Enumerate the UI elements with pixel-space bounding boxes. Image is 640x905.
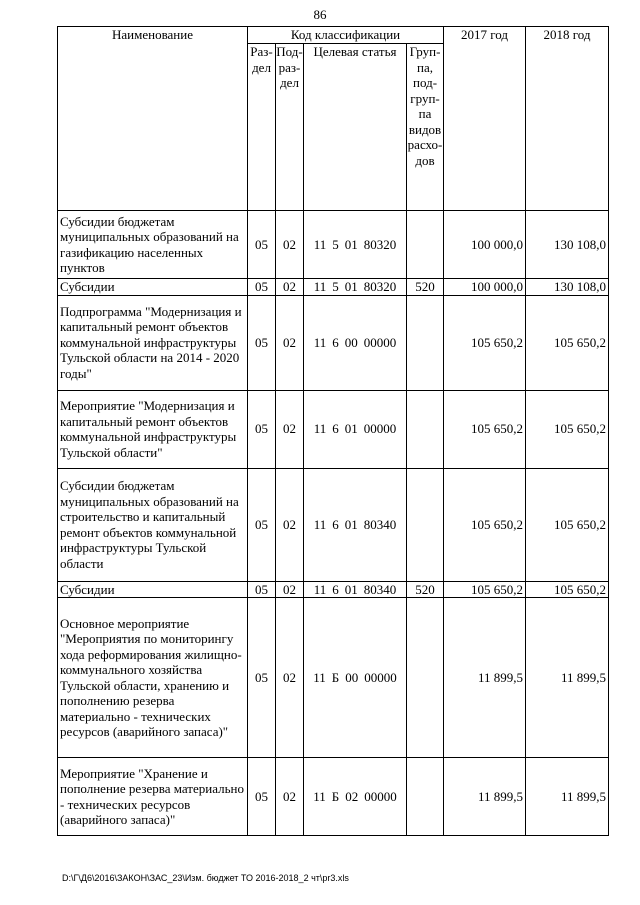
row-group	[407, 390, 444, 468]
header-2017: 2017 год	[444, 27, 526, 211]
target-part-3: 01	[344, 581, 358, 597]
row-2017-value: 11 899,5	[444, 598, 526, 758]
target-part-4: 80340	[363, 581, 397, 597]
row-target-article	[304, 468, 407, 581]
header-classification: Код классификации	[248, 27, 444, 44]
row-podrazdel: 02	[276, 758, 304, 836]
row-name: Основное мероприятие "Мероприятия по мониторингу хода реформирования жилищно-коммунального хозяйства Тульской области, хранению и пополнению резерва материально - технических ресурсов (аварийного запаса)"	[58, 598, 248, 758]
target-part-4: 80320	[363, 236, 397, 252]
header-podrazdel: Под- раз- дел	[276, 44, 304, 211]
row-razdel: 05	[248, 295, 276, 390]
target-part-3: 01	[344, 421, 358, 437]
target-part-3: 00	[345, 669, 359, 685]
row-2017-value: 100 000,0	[444, 211, 526, 279]
row-2018-value: 105 650,2	[526, 468, 609, 581]
row-name: Мероприятие "Хранение и пополнение резерва материально - технических ресурсов (аварийного запаса)"	[58, 758, 248, 836]
target-part-1: 11	[313, 279, 327, 294]
row-razdel: 05	[248, 211, 276, 279]
row-2018-value: 11 899,5	[526, 758, 609, 836]
row-name: Субсидии бюджетам муниципальных образований на газификацию населенных пунктов	[58, 211, 248, 279]
row-razdel: 05	[248, 279, 276, 296]
table-row	[58, 295, 609, 390]
row-name: Субсидии	[58, 581, 248, 598]
target-part-1: 11	[313, 334, 327, 350]
row-target-article	[304, 581, 407, 598]
target-part-3: 01	[344, 516, 358, 532]
table-header	[58, 27, 609, 211]
target-part-1: 11	[313, 516, 327, 532]
header-name: Наименование	[58, 27, 248, 211]
target-part-4: 80340	[363, 516, 397, 532]
table-body	[58, 211, 609, 836]
target-part-2: Б	[331, 669, 340, 685]
table-row	[58, 598, 609, 758]
row-2018-value: 105 650,2	[526, 295, 609, 390]
row-target-article	[304, 211, 407, 279]
row-target-article	[304, 295, 407, 390]
target-part-1: 11	[313, 669, 326, 685]
table-row	[58, 279, 609, 296]
target-part-4: 00000	[364, 669, 397, 685]
footer-file-path: D:\Г\Д6\2016\ЗАКОН\ЗАС_23\Изм. бюджет ТО 2016-2018_2 чт\pr3.xls	[62, 873, 349, 883]
row-podrazdel: 02	[276, 468, 304, 581]
target-part-3: 01	[344, 236, 358, 252]
header-target-article: Целевая статья	[304, 44, 407, 211]
row-razdel: 05	[248, 390, 276, 468]
row-2017-value: 11 899,5	[444, 758, 526, 836]
row-2018-value: 105 650,2	[526, 390, 609, 468]
row-2017-value: 105 650,2	[444, 581, 526, 598]
row-razdel: 05	[248, 598, 276, 758]
row-target-article	[304, 758, 407, 836]
header-group: Груп- па, под- груп- па видов расхо- дов	[407, 44, 444, 211]
row-group	[407, 758, 444, 836]
row-group	[407, 211, 444, 279]
table-row	[58, 581, 609, 598]
row-2018-value: 11 899,5	[526, 598, 609, 758]
table-row	[58, 468, 609, 581]
row-razdel: 05	[248, 581, 276, 598]
row-razdel: 05	[248, 468, 276, 581]
row-podrazdel: 02	[276, 581, 304, 598]
row-group	[407, 598, 444, 758]
target-part-1: 11	[313, 421, 327, 437]
row-target-article	[304, 390, 407, 468]
page-number: 86	[313, 7, 327, 22]
table-row	[58, 758, 609, 836]
target-part-3: 02	[345, 788, 359, 804]
row-target-article	[304, 279, 407, 296]
target-part-3: 01	[344, 279, 358, 294]
header-2018: 2018 год	[526, 27, 609, 211]
row-2018-value: 105 650,2	[526, 581, 609, 598]
row-podrazdel: 02	[276, 390, 304, 468]
row-group: 520	[407, 279, 444, 296]
row-podrazdel: 02	[276, 295, 304, 390]
row-name: Субсидии бюджетам муниципальных образований на строительство и капитальный ремонт объектов коммунальной инфраструктуры Тульской области	[58, 468, 248, 581]
target-part-4: 00000	[363, 334, 397, 350]
row-2018-value: 130 108,0	[526, 211, 609, 279]
target-part-2: 6	[332, 516, 339, 532]
budget-table	[57, 26, 609, 836]
table-row	[58, 390, 609, 468]
row-podrazdel: 02	[276, 598, 304, 758]
table-row	[58, 211, 609, 279]
row-group	[407, 295, 444, 390]
target-part-2: 5	[332, 236, 339, 252]
target-part-4: 00000	[363, 421, 397, 437]
row-2017-value: 105 650,2	[444, 468, 526, 581]
row-target-article	[304, 598, 407, 758]
row-group: 520	[407, 581, 444, 598]
target-part-1: 11	[313, 788, 326, 804]
target-part-2: 6	[332, 581, 339, 597]
target-part-4: 80320	[363, 279, 397, 294]
target-part-2: 5	[332, 279, 339, 294]
row-razdel: 05	[248, 758, 276, 836]
target-part-2: 6	[332, 334, 339, 350]
row-podrazdel: 02	[276, 279, 304, 296]
target-part-4: 00000	[364, 788, 397, 804]
row-2017-value: 105 650,2	[444, 390, 526, 468]
row-group	[407, 468, 444, 581]
row-name: Мероприятие "Модернизация и капитальный ремонт объектов коммунальной инфраструктуры Тульской области"	[58, 390, 248, 468]
row-2017-value: 105 650,2	[444, 295, 526, 390]
row-podrazdel: 02	[276, 211, 304, 279]
row-2017-value: 100 000,0	[444, 279, 526, 296]
target-part-1: 11	[313, 236, 327, 252]
target-part-2: Б	[331, 788, 340, 804]
target-part-2: 6	[332, 421, 339, 437]
row-2018-value: 130 108,0	[526, 279, 609, 296]
target-part-3: 00	[344, 334, 358, 350]
row-name: Подпрограмма "Модернизация и капитальный ремонт объектов коммунальной инфраструктуры Тульской области на 2014 - 2020 годы"	[58, 295, 248, 390]
row-name: Субсидии	[58, 279, 248, 296]
header-razdel: Раз- дел	[248, 44, 276, 211]
target-part-1: 11	[313, 581, 327, 597]
